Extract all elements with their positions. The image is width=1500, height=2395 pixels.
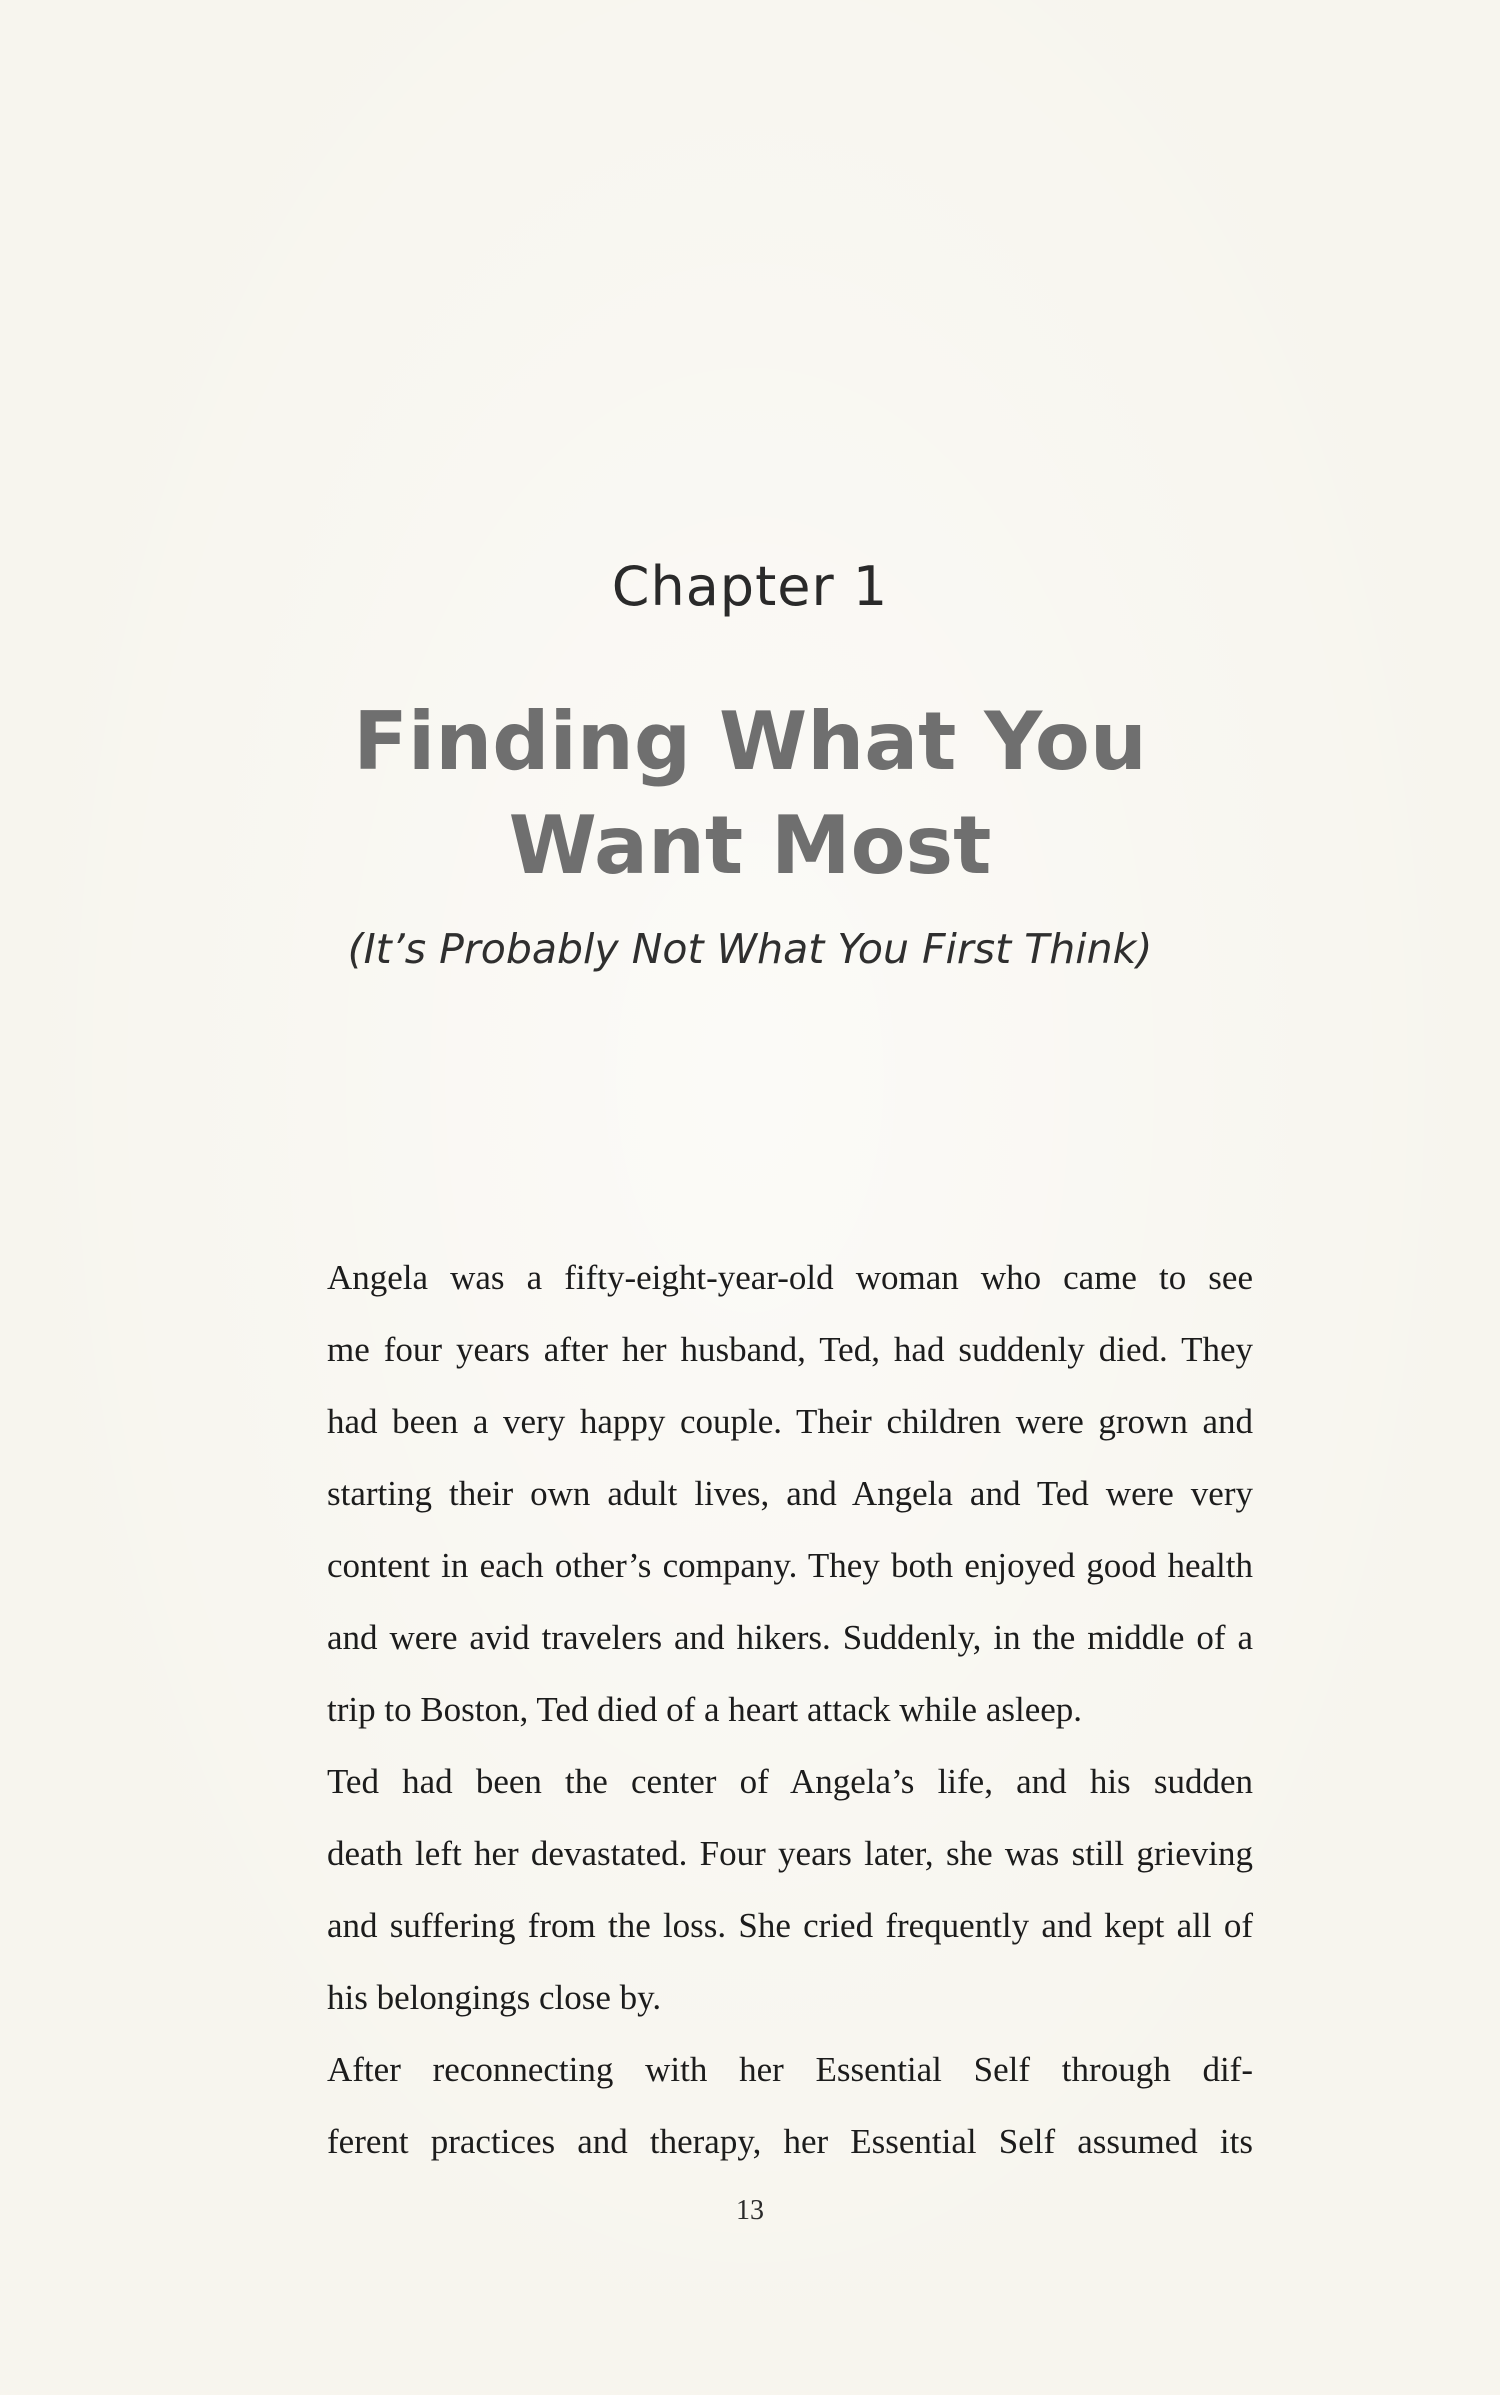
text-line: death left her devastated. Four years later, she was still grieving	[327, 1834, 1253, 1873]
text-line: starting their own adult lives, and Angela and Ted were very	[327, 1474, 1253, 1513]
text-line: Ted had been the center of Angela’s life, and his sudden	[327, 1762, 1253, 1801]
paragraph	[265, 1242, 1253, 1746]
chapter-subtitle: (It’s Probably Not What You First Think)	[347, 925, 1153, 973]
body-text	[265, 1242, 1253, 2178]
text-line: Angela was a fifty-eight-year-old woman who came to see	[327, 1258, 1253, 1297]
chapter-title-line-1: Finding What You	[353, 695, 1147, 788]
text-line: had been a very happy couple. Their children were grown and	[327, 1402, 1253, 1441]
paragraph	[265, 2034, 1253, 2178]
text-line: ferent practices and therapy, her Essential Self assumed its	[327, 2122, 1253, 2161]
text-line: and were avid travelers and hikers. Suddenly, in the middle of a	[327, 1618, 1253, 1657]
chapter-title-line-2: Want Most	[508, 799, 992, 892]
chapter-label: Chapter 1	[611, 555, 889, 618]
page-number: 13	[736, 2195, 764, 2226]
text-line: his belongings close by.	[327, 1978, 662, 2017]
text-line: content in each other’s company. They both enjoyed good health	[327, 1546, 1253, 1585]
paragraph	[265, 1746, 1253, 2034]
text-line: and suffering from the loss. She cried frequently and kept all of	[327, 1906, 1253, 1945]
chapter-title	[0, 690, 1500, 898]
text-line: After reconnecting with her Essential Self through dif-	[327, 2050, 1253, 2089]
text-line: me four years after her husband, Ted, had suddenly died. They	[327, 1330, 1253, 1369]
text-line: trip to Boston, Ted died of a heart attack while asleep.	[327, 1690, 1083, 1729]
